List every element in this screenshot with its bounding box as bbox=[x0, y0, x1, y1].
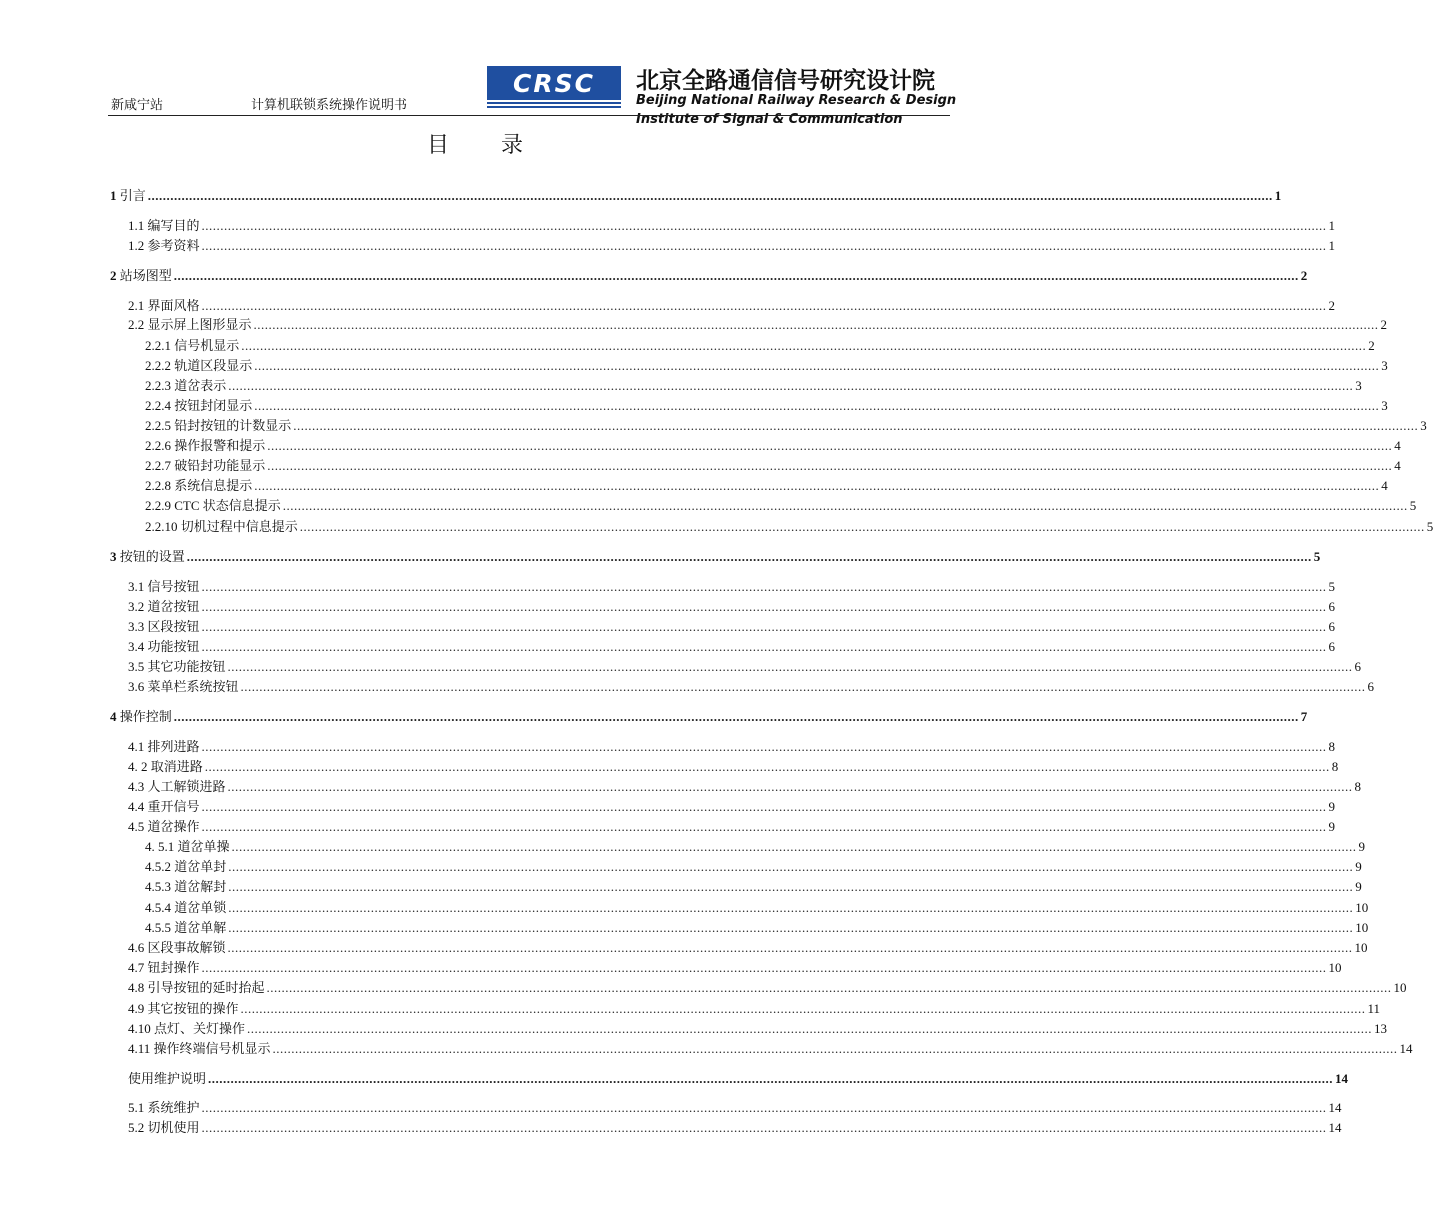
toc-page-number: 9 bbox=[1328, 799, 1336, 814]
toc-entry bbox=[128, 778, 1362, 796]
toc-entry-label: 4.5.2 道岔单封 bbox=[145, 859, 227, 874]
toc-entry-label: 2.2.6 操作报警和提示 bbox=[145, 438, 266, 453]
toc-entry-label: 4.5.4 道岔单锁 bbox=[145, 900, 227, 915]
toc-leader-dots: ............................................................................................................................................................................................................................................................................................................ bbox=[201, 819, 1327, 834]
toc-leader-dots: ............................................................................................................................................................................................................................................................................................................ bbox=[293, 418, 1419, 433]
toc-entry-label: 3.3 区段按钮 bbox=[128, 619, 200, 634]
toc-leader-dots: ............................................................................................................................................................................................................................................................................................................ bbox=[266, 980, 1392, 995]
toc-entry bbox=[145, 899, 1369, 917]
toc-page-number: 2 bbox=[1300, 268, 1308, 283]
toc-page-number: 1 bbox=[1274, 188, 1282, 203]
toc-entry bbox=[128, 939, 1368, 957]
toc-leader-dots: ............................................................................................................................................................................................................................................................................................................ bbox=[228, 879, 1354, 894]
toc-page-number: 5 bbox=[1328, 579, 1336, 594]
toc-page-number: 14 bbox=[1328, 1120, 1342, 1135]
crsc-logo bbox=[487, 66, 621, 108]
toc-leader-dots: ............................................................................................................................................................................................................................................................................................................ bbox=[247, 1021, 1373, 1036]
toc-page-number: 1 bbox=[1328, 218, 1336, 233]
toc-entry bbox=[128, 738, 1336, 756]
toc-entry-label: 2.1 界面风格 bbox=[128, 298, 200, 313]
toc-entry-label: 4. 2 取消进路 bbox=[128, 759, 203, 774]
toc-entry bbox=[145, 377, 1362, 395]
toc-page-number: 8 bbox=[1354, 779, 1362, 794]
toc-chapter-entry bbox=[110, 267, 1308, 285]
toc-leader-dots: ............................................................................................................................................................................................................................................................................................................ bbox=[240, 1001, 1366, 1016]
toc-leader-dots: ............................................................................................................................................................................................................................................................................................................ bbox=[173, 709, 1299, 724]
logo-text: CRSC bbox=[513, 69, 595, 98]
toc-entry-label: 2.2.1 信号机显示 bbox=[145, 338, 240, 353]
toc-leader-dots: ............................................................................................................................................................................................................................................................................................................ bbox=[254, 478, 1380, 493]
toc-entry-label: 4.5 道岔操作 bbox=[128, 819, 200, 834]
toc-entry bbox=[128, 758, 1339, 776]
toc-entry bbox=[145, 457, 1401, 475]
institute-name-cn: 北京全路通信信号研究设计院 bbox=[636, 68, 935, 94]
toc-page-number: 3 bbox=[1381, 398, 1388, 413]
toc-page-number: 6 bbox=[1328, 619, 1336, 634]
toc-entry bbox=[128, 678, 1375, 696]
toc-page-number: 6 bbox=[1328, 599, 1336, 614]
toc-entry-label: 5.1 系统维护 bbox=[128, 1100, 200, 1115]
toc-entry-label: 3.4 功能按钮 bbox=[128, 639, 200, 654]
toc-page-number: 10 bbox=[1354, 940, 1368, 955]
toc-entry bbox=[128, 1099, 1342, 1117]
toc-entry-label: 1.2 参考资料 bbox=[128, 238, 200, 253]
toc-entry bbox=[145, 397, 1388, 415]
toc-entry-label: 2.2.9 CTC 状态信息提示 bbox=[145, 498, 281, 513]
toc-chapter-entry bbox=[110, 548, 1321, 566]
toc-entry bbox=[145, 518, 1433, 536]
toc-page-number: 14 bbox=[1328, 1100, 1342, 1115]
toc-leader-dots: ............................................................................................................................................................................................................................................................................................................ bbox=[227, 659, 1353, 674]
toc-title-char-2: 录 bbox=[501, 133, 524, 158]
toc-entry bbox=[145, 477, 1388, 495]
toc-page-number: 8 bbox=[1331, 759, 1339, 774]
toc-entry-label: 4.11 操作终端信号机显示 bbox=[128, 1041, 271, 1056]
toc-leader-dots: ............................................................................................................................................................................................................................................................................................................ bbox=[267, 438, 1393, 453]
toc-leader-dots: ............................................................................................................................................................................................................................................................................................................ bbox=[201, 1120, 1327, 1135]
toc-leader-dots: ............................................................................................................................................................................................................................................................................................................ bbox=[201, 960, 1327, 975]
header-document-title: 计算机联锁系统操作说明书 bbox=[251, 98, 408, 113]
toc-entry-label: 2.2.8 系统信息提示 bbox=[145, 478, 253, 493]
toc-entry-label: 4.7 钮封操作 bbox=[128, 960, 200, 975]
toc-entry bbox=[128, 578, 1336, 596]
toc-leader-dots: ............................................................................................................................................................................................................................................................................................................ bbox=[254, 358, 1380, 373]
toc-entry-label: 2.2.3 道岔表示 bbox=[145, 378, 227, 393]
institute-name-en-line1: Beijing National Railway Research & Design bbox=[636, 93, 957, 108]
toc-entry-label: 4.6 区段事故解锁 bbox=[128, 940, 226, 955]
toc-page-number: 13 bbox=[1374, 1021, 1388, 1036]
toc-entry-label: 4.1 排列进路 bbox=[128, 739, 200, 754]
toc-entry-label: 4.5.3 道岔解封 bbox=[145, 879, 227, 894]
toc-leader-dots: ............................................................................................................................................................................................................................................................................................................ bbox=[228, 378, 1354, 393]
toc-entry bbox=[128, 658, 1362, 676]
toc-page-number: 2 bbox=[1368, 338, 1375, 353]
toc-entry-label: 3.1 信号按钮 bbox=[128, 579, 200, 594]
toc-entry bbox=[145, 919, 1369, 937]
toc-entry bbox=[145, 337, 1375, 355]
toc-leader-dots: ............................................................................................................................................................................................................................................................................................................ bbox=[240, 679, 1366, 694]
toc-leader-dots: ............................................................................................................................................................................................................................................................................................................ bbox=[147, 188, 1273, 203]
toc-chapter-entry bbox=[110, 708, 1308, 726]
toc-entry-label: 3.6 菜单栏系统按钮 bbox=[128, 679, 239, 694]
toc-leader-dots: ............................................................................................................................................................................................................................................................................................................ bbox=[231, 839, 1357, 854]
toc-page-number: 5 bbox=[1313, 549, 1321, 564]
toc-leader-dots: ............................................................................................................................................................................................................................................................................................................ bbox=[282, 498, 1408, 513]
toc-entry bbox=[128, 1040, 1413, 1058]
toc-leader-dots: ............................................................................................................................................................................................................................................................................................................ bbox=[201, 599, 1327, 614]
toc-page-number: 14 bbox=[1399, 1041, 1413, 1056]
toc-entry bbox=[145, 838, 1366, 856]
toc-entry bbox=[128, 297, 1336, 315]
toc-chapter-entry bbox=[128, 1070, 1349, 1088]
toc-entry-label: 3 按钮的设置 bbox=[110, 549, 185, 564]
toc-page-number: 6 bbox=[1328, 639, 1336, 654]
toc-page-number: 11 bbox=[1367, 1001, 1381, 1016]
toc-page-number: 3 bbox=[1355, 378, 1362, 393]
toc-leader-dots: ............................................................................................................................................................................................................................................................................................................ bbox=[201, 1100, 1327, 1115]
institute-name-en-line2: Institute of Signal & Communication bbox=[636, 112, 903, 127]
toc-entry bbox=[128, 638, 1336, 656]
toc-leader-dots: ............................................................................................................................................................................................................................................................................................................ bbox=[254, 398, 1380, 413]
toc-entry bbox=[128, 237, 1336, 255]
toc-leader-dots: ............................................................................................................................................................................................................................................................................................................ bbox=[299, 519, 1425, 534]
toc-page-number: 3 bbox=[1420, 418, 1427, 433]
toc-entry-label: 4.9 其它按钮的操作 bbox=[128, 1001, 239, 1016]
toc-page-number: 6 bbox=[1354, 659, 1362, 674]
toc-entry-label: 4.10 点灯、关灯操作 bbox=[128, 1021, 246, 1036]
toc-entry bbox=[128, 1000, 1381, 1018]
toc-leader-dots: ............................................................................................................................................................................................................................................................................................................ bbox=[186, 549, 1312, 564]
toc-page-number: 10 bbox=[1355, 920, 1369, 935]
toc-chapter-number: 4 bbox=[110, 709, 117, 724]
header-station-name: 新咸宁站 bbox=[111, 98, 164, 113]
toc-page-number: 10 bbox=[1393, 980, 1407, 995]
toc-entry bbox=[128, 979, 1407, 997]
toc-page-number: 2 bbox=[1328, 298, 1336, 313]
toc-leader-dots: ............................................................................................................................................................................................................................................................................................................ bbox=[204, 759, 1330, 774]
toc-entry bbox=[128, 1119, 1342, 1137]
toc-entry bbox=[145, 417, 1427, 435]
toc-leader-dots: ............................................................................................................................................................................................................................................................................................................ bbox=[201, 639, 1327, 654]
toc-entry-label: 4. 5.1 道岔单操 bbox=[145, 839, 230, 854]
toc-leader-dots: ............................................................................................................................................................................................................................................................................................................ bbox=[228, 859, 1354, 874]
toc-page-number: 10 bbox=[1355, 900, 1369, 915]
toc-page-number: 10 bbox=[1328, 960, 1342, 975]
toc-leader-dots: ............................................................................................................................................................................................................................................................................................................ bbox=[267, 458, 1393, 473]
toc-page-number: 6 bbox=[1367, 679, 1375, 694]
toc-entry-label: 4.8 引导按钮的延时抬起 bbox=[128, 980, 265, 995]
toc-entry bbox=[145, 437, 1401, 455]
toc-entry-label: 5.2 切机使用 bbox=[128, 1120, 200, 1135]
toc-entry bbox=[128, 316, 1388, 334]
header-divider bbox=[108, 115, 950, 116]
toc-leader-dots: ............................................................................................................................................................................................................................................................................................................ bbox=[201, 619, 1327, 634]
toc-entry-label: 2.2 显示屏上图形显示 bbox=[128, 317, 252, 332]
toc-leader-dots: ............................................................................................................................................................................................................................................................................................................ bbox=[201, 799, 1327, 814]
toc-entry-label: 1.1 编写目的 bbox=[128, 218, 200, 233]
toc-page-number: 4 bbox=[1381, 478, 1388, 493]
toc-page-number: 7 bbox=[1300, 709, 1308, 724]
toc-chapter-number: 2 bbox=[110, 268, 117, 283]
toc-entry bbox=[128, 959, 1342, 977]
toc-entry bbox=[145, 497, 1417, 515]
toc-entry-label: 2.2.10 切机过程中信息提示 bbox=[145, 519, 298, 534]
toc-page-number: 9 bbox=[1358, 839, 1366, 854]
toc-entry-label: 2 站场图型 bbox=[110, 268, 172, 283]
toc-entry-label: 4.4 重开信号 bbox=[128, 799, 200, 814]
toc-entry-label: 4.5.5 道岔单解 bbox=[145, 920, 227, 935]
toc-leader-dots: ............................................................................................................................................................................................................................................................................................................ bbox=[228, 900, 1354, 915]
toc-leader-dots: ............................................................................................................................................................................................................................................................................................................ bbox=[227, 940, 1353, 955]
toc-page-number: 5 bbox=[1409, 498, 1417, 513]
toc-entry-label: 3.2 道岔按钮 bbox=[128, 599, 200, 614]
toc-page-number: 4 bbox=[1394, 458, 1401, 473]
toc-entry-label: 1 引言 bbox=[110, 188, 146, 203]
toc-chapter-number: 1 bbox=[110, 188, 117, 203]
toc-title-char-1: 目 bbox=[426, 133, 449, 158]
toc-entry bbox=[128, 618, 1336, 636]
toc-entry bbox=[145, 858, 1362, 876]
toc-title bbox=[0, 128, 950, 159]
toc-leader-dots: ............................................................................................................................................................................................................................................................................................................ bbox=[201, 739, 1327, 754]
toc-page-number: 4 bbox=[1394, 438, 1401, 453]
toc-entry-label: 2.2.4 按钮封闭显示 bbox=[145, 398, 253, 413]
toc-page-number: 5 bbox=[1426, 519, 1433, 534]
toc-entry-label: 2.2.7 破铅封功能显示 bbox=[145, 458, 266, 473]
toc-entry bbox=[128, 217, 1336, 235]
toc-entry bbox=[128, 1020, 1388, 1038]
toc-leader-dots: ............................................................................................................................................................................................................................................................................................................ bbox=[227, 779, 1353, 794]
toc-entry-label: 4 操作控制 bbox=[110, 709, 172, 724]
toc-leader-dots: ............................................................................................................................................................................................................................................................................................................ bbox=[208, 1071, 1334, 1086]
toc-page-number: 14 bbox=[1335, 1071, 1349, 1086]
toc-page-number: 9 bbox=[1355, 859, 1362, 874]
toc-leader-dots: ............................................................................................................................................................................................................................................................................................................ bbox=[253, 317, 1379, 332]
toc-page-number: 8 bbox=[1328, 739, 1336, 754]
toc-leader-dots: ............................................................................................................................................................................................................................................................................................................ bbox=[201, 579, 1327, 594]
toc-chapter-number: 3 bbox=[110, 549, 117, 564]
toc-leader-dots: ............................................................................................................................................................................................................................................................................................................ bbox=[241, 338, 1367, 353]
toc-entry bbox=[128, 798, 1336, 816]
toc-entry-label: 2.2.5 铅封按钮的计数显示 bbox=[145, 418, 292, 433]
toc-page-number: 1 bbox=[1328, 238, 1336, 253]
toc-page-number: 2 bbox=[1380, 317, 1388, 332]
toc-leader-dots: ............................................................................................................................................................................................................................................................................................................ bbox=[173, 268, 1299, 283]
toc-entry-label: 2.2.2 轨道区段显示 bbox=[145, 358, 253, 373]
toc-entry-label: 3.5 其它功能按钮 bbox=[128, 659, 226, 674]
toc-entry bbox=[145, 357, 1388, 375]
toc-entry bbox=[128, 818, 1336, 836]
toc-leader-dots: ............................................................................................................................................................................................................................................................................................................ bbox=[272, 1041, 1398, 1056]
toc-leader-dots: ............................................................................................................................................................................................................................................................................................................ bbox=[201, 298, 1327, 313]
toc-page-number: 9 bbox=[1328, 819, 1336, 834]
toc-page-number: 3 bbox=[1381, 358, 1388, 373]
toc-leader-dots: ............................................................................................................................................................................................................................................................................................................ bbox=[201, 238, 1327, 253]
toc-entry-label: 4.3 人工解锁进路 bbox=[128, 779, 226, 794]
toc-chapter-entry bbox=[110, 187, 1282, 205]
toc-page-number: 9 bbox=[1355, 879, 1362, 894]
toc-entry bbox=[128, 598, 1336, 616]
toc-leader-dots: ............................................................................................................................................................................................................................................................................................................ bbox=[228, 920, 1354, 935]
toc-entry bbox=[145, 878, 1362, 896]
toc-entry-label: 使用维护说明 bbox=[128, 1071, 207, 1086]
toc-leader-dots: ............................................................................................................................................................................................................................................................................................................ bbox=[201, 218, 1327, 233]
